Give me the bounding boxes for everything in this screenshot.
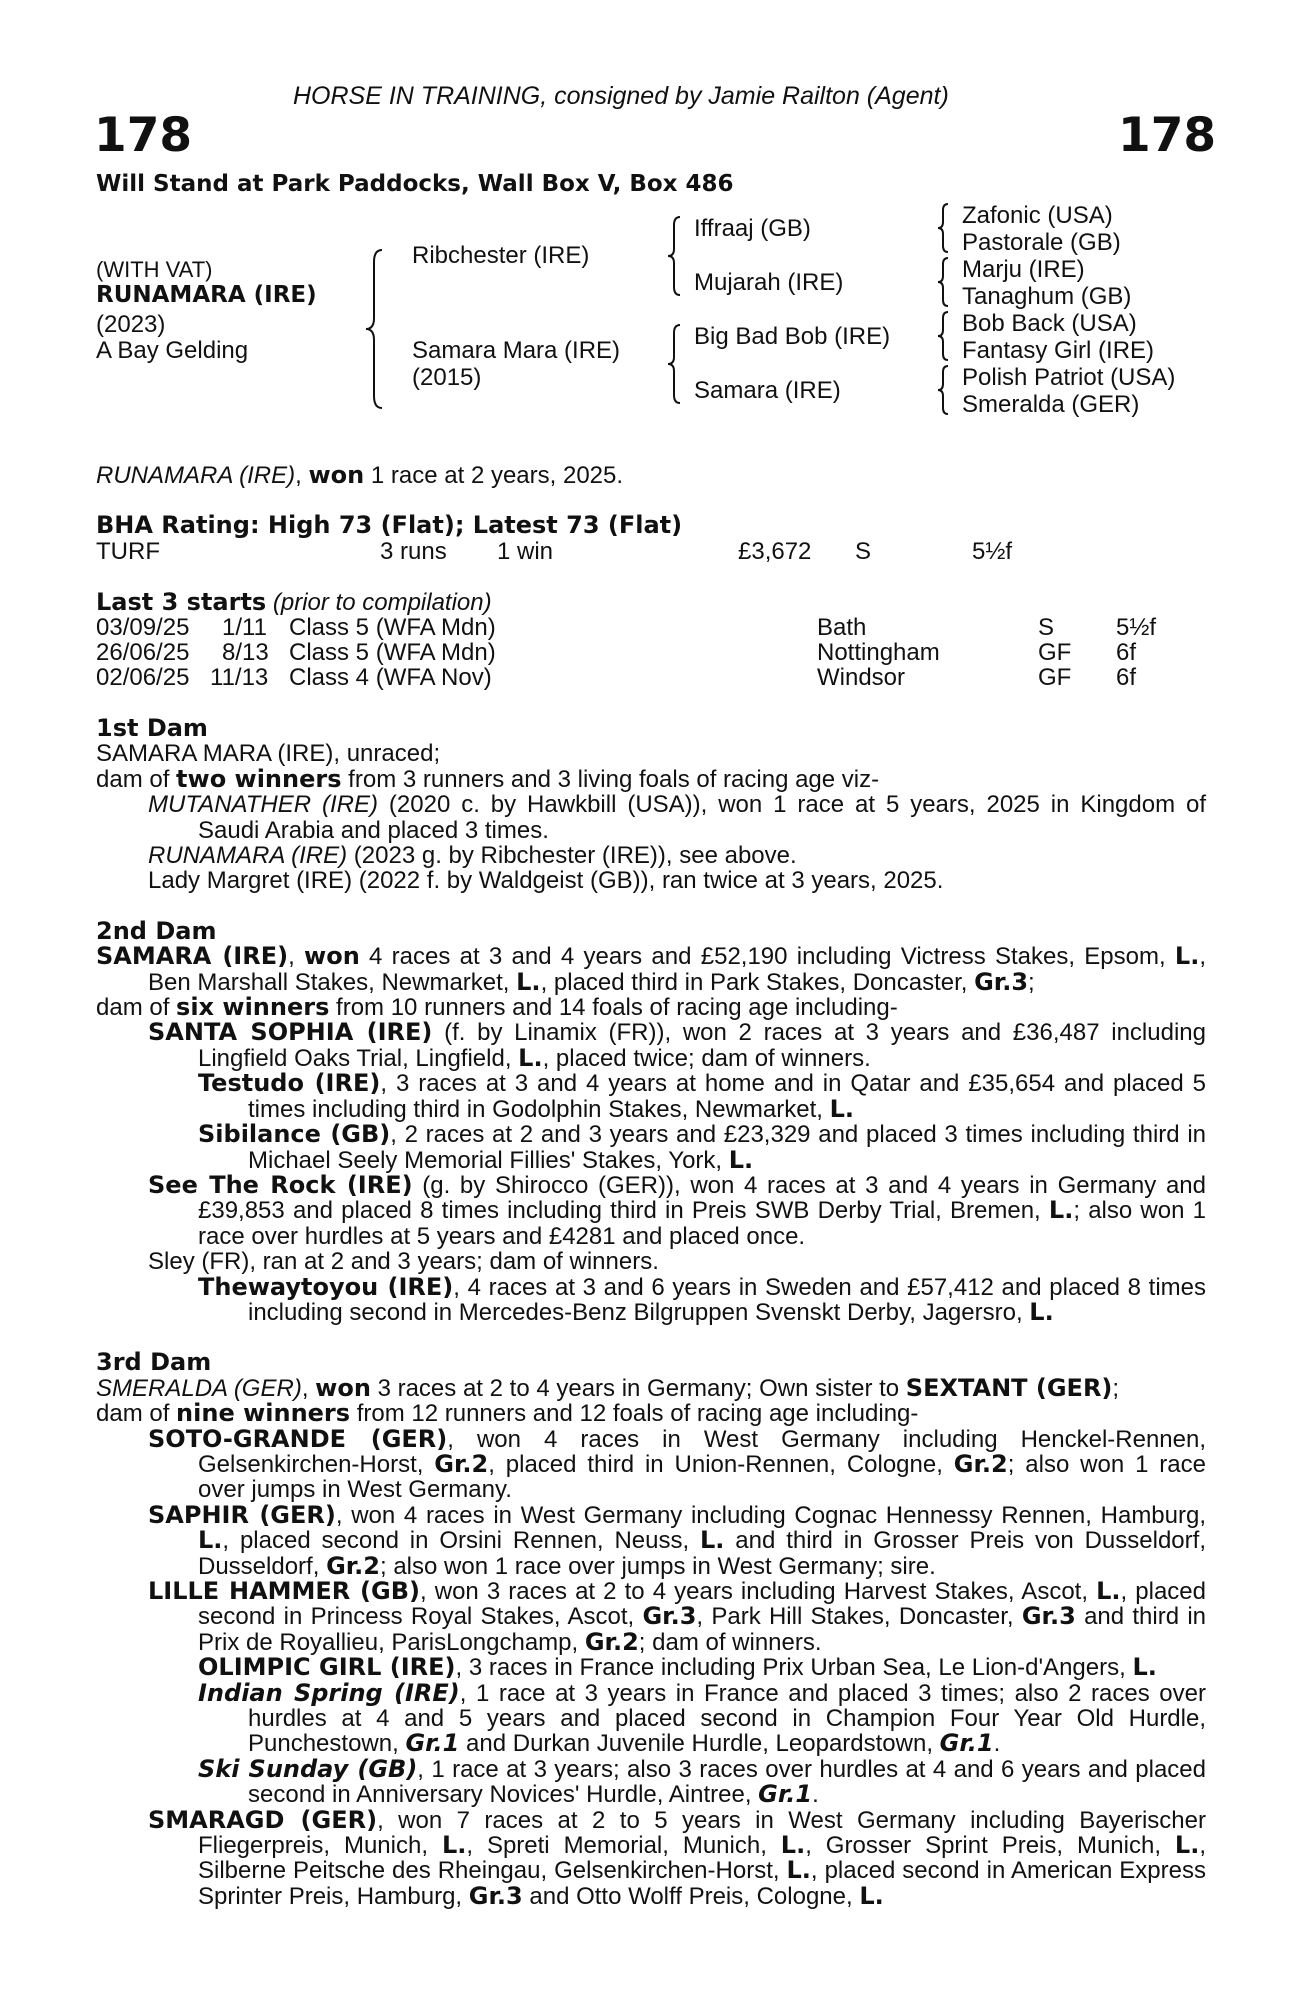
produce-entry: Lady Margret (IRE) (2022 f. by Waldgeist (GB)), ran twice at 3 years, 2025. [148,867,944,895]
pedigree-brace-g3-2 [934,256,956,308]
pedigree-brace-g3-3 [934,310,956,362]
start-class: Class 4 (WFA Nov) [289,664,492,691]
rating-earnings: £3,672 [738,538,812,565]
second-dam-section [96,916,1206,1326]
start-course: Bath [817,614,867,641]
stand-location: Will Stand at Park Paddocks, Wall Box V, Box 486 [96,171,734,197]
produce-entry: RUNAMARA (IRE) (2023 g. by Ribchester (IRE)), see above. [148,842,797,870]
rating-surface: TURF [96,538,160,565]
family-sections [96,716,1206,1909]
pedigree-sire: Ribchester (IRE) [412,242,590,269]
produce-entry: SMARAGD (GER), won 7 races at 2 to 5 years in West Germany including Bayerischer Fliegerpreis, Munich, L., Spreti Memorial, Munich, L., Grosser Sprint Preis, Munich, L., Silberne Peitsche des Rheingau, Gelsenkirchen-Horst, L., placed second in American Express Sprinter Preis, Hamburg, Gr.3 and Otto Wolff Preis, Cologne, L. [148,1805,1207,1910]
pedigree-g3-2: Pastorale (GB) [962,229,1121,256]
second-dam-produce-line: dam of six winners from 10 runners and 14 foals of racing age including- [96,993,898,1022]
produce-entry: Sley (FR), ran at 2 and 3 years; dam of winners. [148,1248,659,1276]
pedigree-sire-dam: Mujarah (IRE) [694,269,844,296]
first-dam-heading: 1st Dam [96,714,208,742]
produce-entry: Sibilance (GB), 2 races at 2 and 3 years and £23,329 and placed 3 times including third in Michael Seely Memorial Fillies' Stakes, York, L. [198,1120,1206,1174]
horse-description: A Bay Gelding [96,337,249,364]
produce-entry: Ski Sunday (GB), 1 race at 3 years; also 3 races over hurdles at 4 and 6 years and placed second in Anniversary Novices' Hurdle, Aintree, Gr.1. [198,1754,1206,1809]
lot-number-left: 178 [94,108,193,163]
start-course: Windsor [817,664,906,691]
third-dam-record: SMERALDA (GER), won 3 races at 2 to 4 years in Germany; Own sister to SEXTANT (GER); [96,1373,1120,1402]
third-dam-section [96,1350,1206,1909]
pedigree-g3-3: Marju (IRE) [962,256,1085,283]
start-class: Class 5 (WFA Mdn) [289,614,496,641]
pedigree-brace-sire [664,215,688,297]
pedigree-g3-1: Zafonic (USA) [962,202,1113,229]
horse-name: RUNAMARA (IRE) [96,282,317,308]
pedigree-brace-dam [664,323,688,405]
pedigree-g3-4: Tanaghum (GB) [962,283,1132,310]
produce-entry: SAPHIR (GER), won 4 races in West Germany including Cognac Hennessy Rennen, Hamburg, L., placed second in Orsini Rennen, Neuss, L. and third in Grosser Preis von Dusseldorf, Dusseldorf, Gr.2; also won 1 race over jumps in West Germany; sire. [148,1500,1207,1580]
pedigree-dam-dam: Samara (IRE) [694,377,841,404]
second-dam-heading: 2nd Dam [96,916,217,945]
start-date: 02/06/25 [96,664,190,691]
produce-entry: SOTO-GRANDE (GER), won 4 races in West Germany including Henckel-Rennen, Gelsenkirchen-Horst, Gr.2, placed third in Union-Rennen, Cologne, Gr.2; also won 1 race over jumps in West Germany. [148,1424,1207,1504]
last-starts-heading-line [96,590,492,615]
pedigree-brace-gen1 [362,248,392,410]
last-starts-heading: Last 3 starts [96,588,267,616]
start-position: 8/13 [222,639,269,666]
summary-won: won [308,461,365,489]
rating-heading: BHA Rating: High 73 (Flat); Latest 73 (Flat) [96,511,683,539]
produce-entry: Thewaytoyou (IRE), 4 races at 3 and 6 years in Sweden and £57,412 and placed 8 times including second in Mercedes-Benz Bilgruppen Svenskt Derby, Jagersro, L. [198,1272,1206,1326]
start-distance: 6f [1116,639,1137,666]
start-going: S [1038,614,1055,641]
pedigree-dam: Samara Mara (IRE) [412,337,621,364]
pedigree-brace-g3-1 [934,202,956,254]
pedigree-dam-year: (2015) [412,364,482,391]
produce-entry: LILLE HAMMER (GB), won 3 races at 2 to 4 years including Harvest Stakes, Ascot, L., placed second in Princess Royal Stakes, Ascot, Gr.3, Park Hill Stakes, Doncaster, Gr.3 and third in Prix de Royallieu, ParisLongchamp, Gr.2; dam of winners. [148,1577,1207,1656]
start-date: 03/09/25 [96,614,190,641]
pedigree-sire-sire: Iffraaj (GB) [694,215,811,242]
race-summary: RUNAMARA (IRE), won 1 race at 2 years, 2025. [96,461,624,489]
produce-entry: OLIMPIC GIRL (IRE), 3 races in France including Prix Urban Sea, Le Lion-d'Angers, L. [198,1653,1157,1682]
third-dam-heading: 3rd Dam [96,1348,212,1377]
lot-number-right: 178 [1118,108,1217,163]
catalogue-subtitle: HORSE IN TRAINING, consigned by Jamie Railton (Agent) [293,82,949,110]
summary-horse-name: RUNAMARA (IRE) [96,462,296,489]
produce-entry: See The Rock (IRE) (g. by Shirocco (GER)), won 4 races at 3 and 4 years in Germany and £39,853 and placed 8 times including third in Preis SWB Derby Trial, Bremen, L.; also won 1 race over hurdles at 5 years and £4281 and placed once. [148,1170,1206,1250]
rating-distance: 5½f [972,538,1013,565]
start-position: 1/11 [222,614,267,641]
pedigree-g3-8: Smeralda (GER) [962,391,1140,418]
start-class: Class 5 (WFA Mdn) [289,639,496,666]
rating-going: S [855,538,872,565]
start-course: Nottingham [817,639,940,666]
produce-entry: SANTA SOPHIA (IRE) (f. by Linamix (FR)), won 2 races at 3 years and £36,487 including Lingfield Oaks Trial, Lingfield, L., placed twice; dam of winners. [148,1018,1206,1072]
start-going: GF [1038,639,1072,666]
vat-note: (WITH VAT) [96,257,213,282]
start-distance: 5½f [1116,614,1157,641]
horse-year: (2023) [96,311,166,338]
third-dam-produce-line: dam of nine winners from 12 runners and 12 foals of racing age including- [96,1399,919,1428]
start-position: 11/13 [210,664,269,691]
pedigree-g3-7: Polish Patriot (USA) [962,364,1176,391]
summary-text: 1 race at 2 years, 2025. [370,462,624,489]
produce-entry: Indian Spring (IRE), 1 race at 3 years in France and placed 3 times; also 2 races over hurdles at 4 and 5 years and placed second in Champion Four Year Old Hurdle, Punchestown, Gr.1 and Durkan Juvenile Hurdle, Leopardstown, Gr.1. [198,1678,1206,1758]
produce-entry: Testudo (IRE), 3 races at 3 and 4 years at home and in Qatar and £35,654 and placed 5 times including third in Godolphin Stakes, Newmarket, L. [198,1069,1206,1123]
start-distance: 6f [1116,664,1137,691]
second-dam-record: SAMARA (IRE), won 4 races at 3 and 4 years and £52,190 including Victress Stakes, Epsom, L., Ben Marshall Stakes, Newmarket, L., placed third in Park Stakes, Doncaster, Gr.3; [96,942,1206,996]
pedigree-g3-6: Fantasy Girl (IRE) [962,337,1155,364]
rating-runs: 3 runs [380,538,447,565]
start-going: GF [1038,664,1072,691]
pedigree-brace-g3-4 [934,364,956,416]
first-dam-section [96,716,1206,894]
start-date: 26/06/25 [96,639,190,666]
pedigree-dam-sire: Big Bad Bob (IRE) [694,323,891,350]
rating-wins: 1 win [497,538,554,565]
last-starts-note: (prior to compilation) [272,589,492,616]
produce-entry: MUTANATHER (IRE) (2020 c. by Hawkbill (USA)), won 1 race at 5 years, 2025 in Kingdom of Saudi Arabia and placed 3 times. [148,791,1207,844]
pedigree-g3-5: Bob Back (USA) [962,310,1137,337]
first-dam-line: SAMARA MARA (IRE), unraced; [96,740,441,768]
first-dam-produce-line: dam of two winners from 3 runners and 3 living foals of racing age viz- [96,764,880,793]
